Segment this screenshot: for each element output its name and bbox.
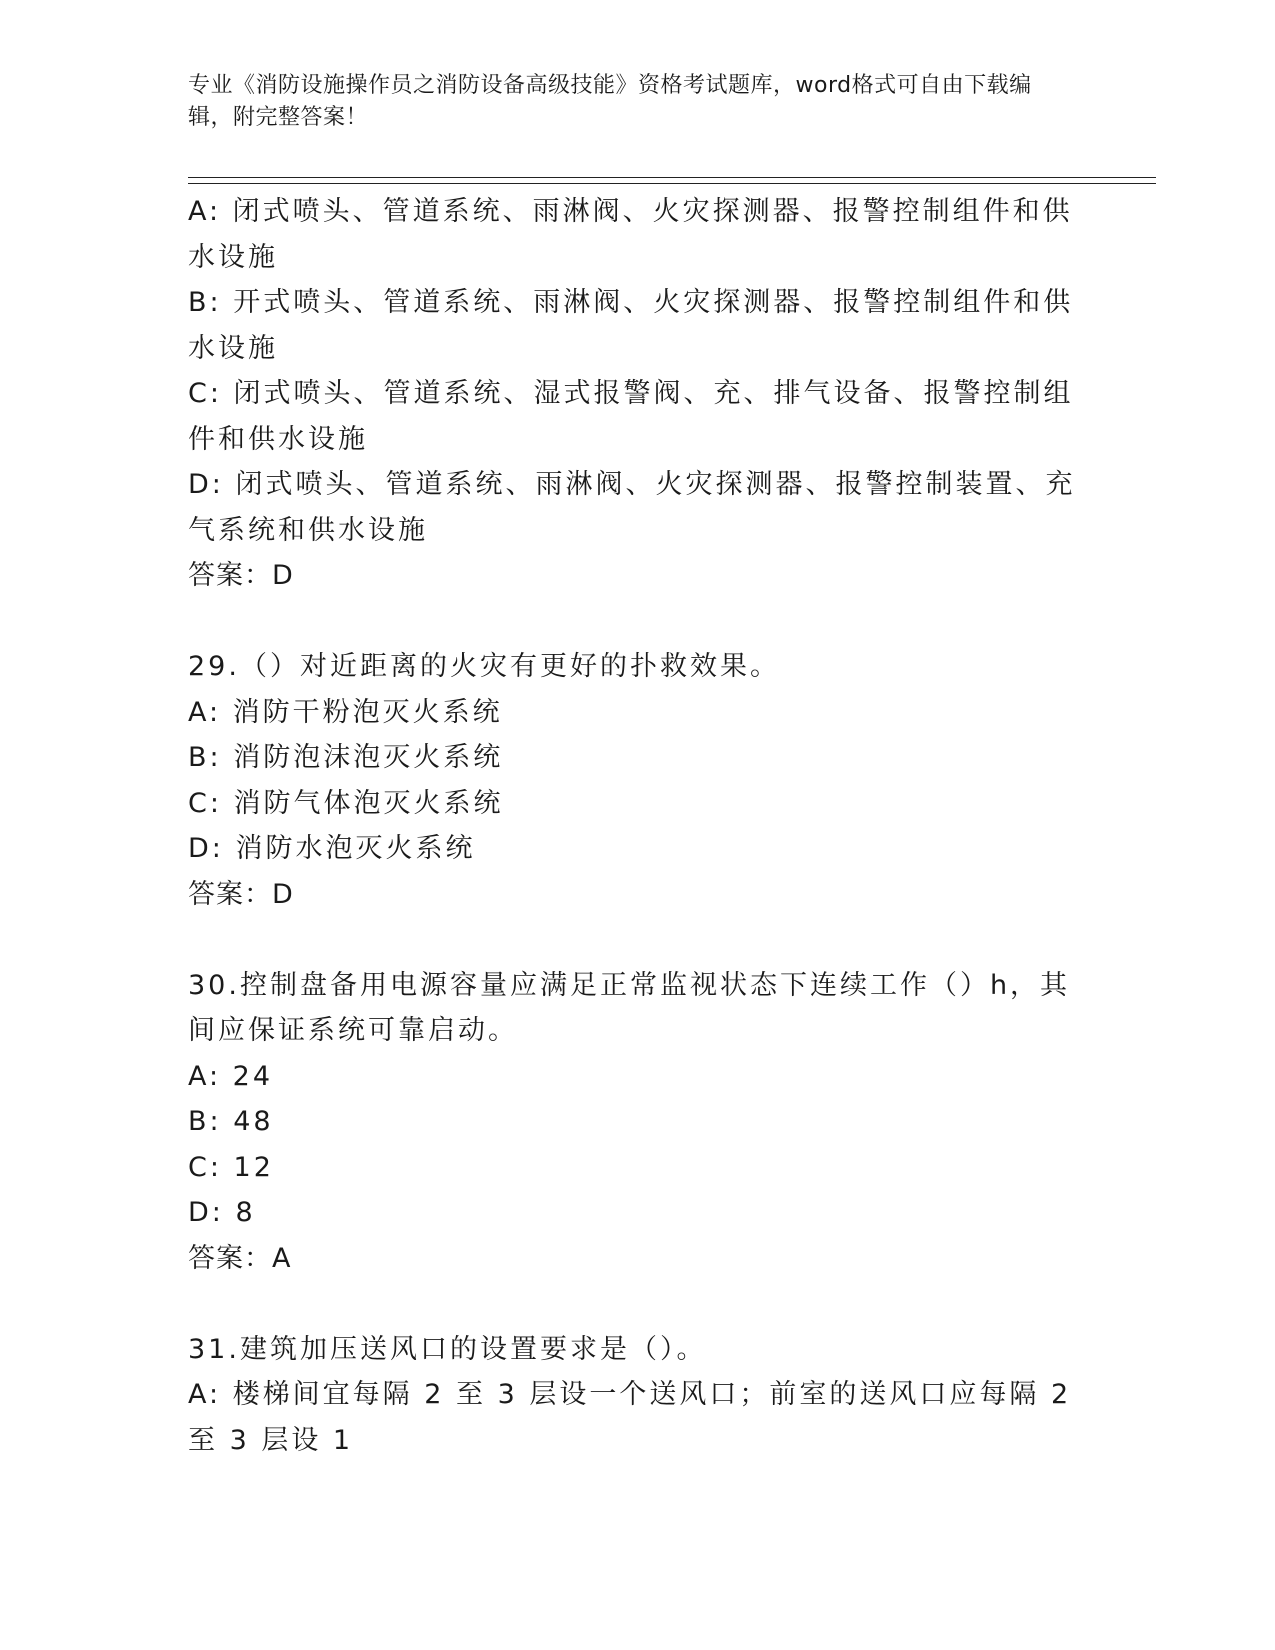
option-line: D: 8	[188, 1197, 256, 1228]
option-line: A: 24	[188, 1060, 274, 1092]
header-rule-top	[188, 177, 1156, 178]
question-content	[188, 189, 1088, 1463]
answer-line: 答案：A	[188, 1242, 292, 1274]
block-gap	[188, 1281, 1088, 1327]
header-text: 专业《消防设施操作员之消防设备高级技能》资格考试题库，word格式可自由下载编辑，附完整答案！	[188, 73, 1032, 130]
block-gap	[188, 917, 1088, 963]
option-line: D: 消防水泡灭火系统	[188, 833, 476, 864]
question-block	[188, 644, 1088, 963]
option-line: D: 闭式喷头、管道系统、雨淋阀、火灾探测器、报警控制装置、充气系统和供水设施	[188, 469, 1076, 546]
question-block	[188, 189, 1088, 644]
question-block	[188, 1327, 1088, 1464]
option-line: C: 闭式喷头、管道系统、湿式报警阀、充、排气设备、报警控制组件和供水设施	[188, 378, 1074, 455]
question-stem: 29.（）对近距离的火灾有更好的扑救效果。	[188, 651, 780, 682]
answer-line: 答案：D	[188, 878, 294, 910]
option-line: A: 闭式喷头、管道系统、雨淋阀、火灾探测器、报警控制组件和供水设施	[188, 196, 1073, 273]
option-line: B: 48	[188, 1106, 274, 1137]
header-rule-bottom	[188, 183, 1156, 184]
option-line: C: 消防气体泡灭火系统	[188, 787, 504, 819]
document-header	[188, 70, 1148, 134]
option-line: A: 消防干粉泡灭火系统	[188, 696, 503, 728]
option-line: C: 12	[188, 1151, 274, 1183]
question-stem: 30.控制盘备用电源容量应满足正常监视状态下连续工作（）h，其间应保证系统可靠启动。	[188, 969, 1071, 1046]
question-stem: 31.建筑加压送风口的设置要求是（）。	[188, 1333, 707, 1365]
option-line: A: 楼梯间宜每隔 2 至 3 层设一个送风口；前室的送风口应每隔 2 至 3 层设 1	[188, 1379, 1072, 1456]
option-line: B: 开式喷头、管道系统、雨淋阀、火灾探测器、报警控制组件和供水设施	[188, 287, 1074, 364]
option-line: B: 消防泡沫泡灭火系统	[188, 742, 504, 773]
answer-line: 答案：D	[188, 560, 294, 591]
block-gap	[188, 599, 1088, 645]
question-block	[188, 963, 1088, 1327]
